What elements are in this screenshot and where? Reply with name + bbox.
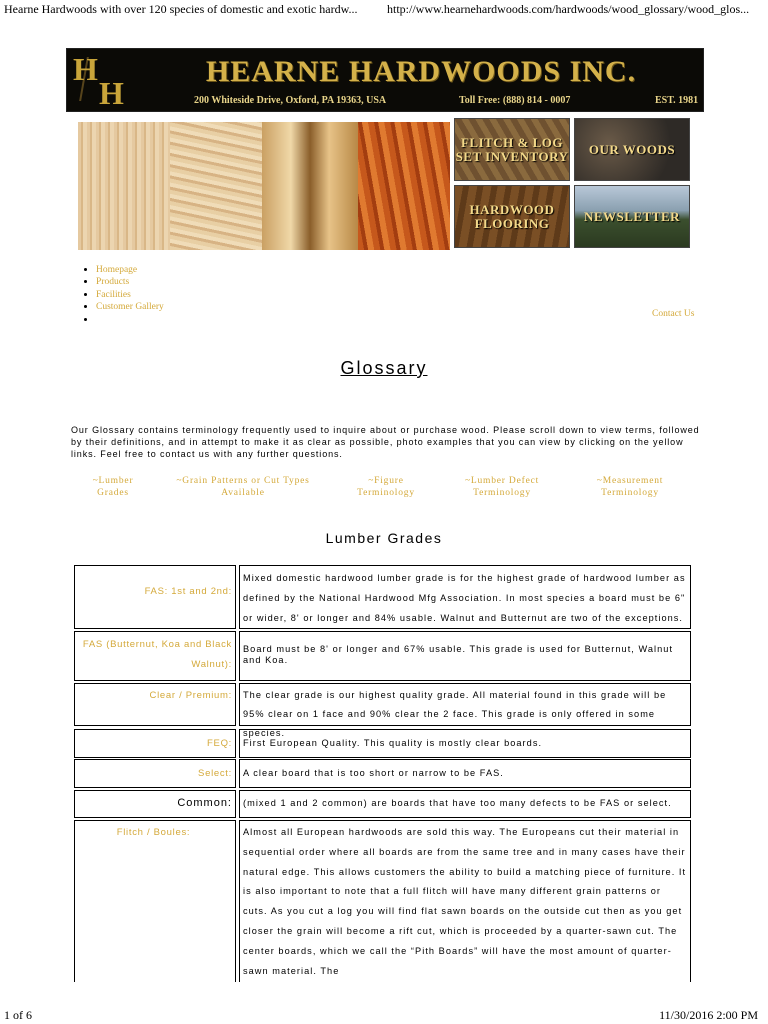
flooring-tile-label: HARDWOOD FLOORING bbox=[469, 201, 555, 231]
lumber-grades-table bbox=[71, 562, 693, 982]
definition-cell: Mixed domestic hardwood lumber grade is for the highest grade of hardwood lumber as defined by the National Hardwood Mfg Association. In most species a board must be 6" or wider, 8' or longer and 84% usable. Walnut and Butternut are two of the exceptions. bbox=[239, 565, 691, 629]
nav-item-empty bbox=[96, 314, 164, 326]
wood-samples-image bbox=[78, 122, 450, 250]
nav-item-products[interactable]: • Products bbox=[96, 276, 164, 288]
term-cell[interactable]: FEQ: bbox=[74, 729, 236, 758]
nav-item-facilities[interactable]: • Facilities bbox=[96, 289, 164, 301]
logo-letter-1: H bbox=[73, 51, 98, 87]
definition-cell: First European Quality. This quality is mostly clear boards. bbox=[239, 729, 691, 758]
term-cell: Common: bbox=[74, 790, 236, 818]
term-cell[interactable]: FAS: 1st and 2nd: bbox=[74, 565, 236, 629]
our-woods-tile-label: OUR WOODS bbox=[588, 141, 676, 157]
definition-cell: Board must be 8' or longer and 67% usable. This grade is used for Butternut, Walnut and Koa. bbox=[239, 631, 691, 681]
wood-sample-2 bbox=[170, 122, 262, 250]
definition-cell: The clear grade is our highest quality grade. All material found in this grade will be 95% clear on 1 face and 90% clear the 2 face. This grade is only offered in some species. bbox=[239, 683, 691, 726]
link-grain-patterns[interactable]: ~Grain Patterns or Cut Types Available bbox=[176, 476, 310, 498]
nav-item-homepage[interactable]: • Homepage bbox=[96, 264, 164, 276]
link-measurement[interactable]: ~Measurement Terminology bbox=[596, 476, 664, 498]
table-row bbox=[71, 820, 693, 982]
table-row bbox=[71, 631, 693, 681]
logo-letter-2: H bbox=[99, 75, 124, 111]
page-counter: 1 of 6 bbox=[4, 1008, 32, 1022]
page-title: Glossary bbox=[340, 358, 428, 378]
link-figure-terminology[interactable]: ~Figure Terminology bbox=[357, 476, 415, 498]
flitch-inventory-tile[interactable] bbox=[454, 118, 570, 181]
nav-item-customer-gallery[interactable]: • Customer Gallery bbox=[96, 301, 164, 313]
term-cell[interactable]: Flitch / Boules: bbox=[74, 820, 236, 982]
section-title-lumber-grades: Lumber Grades bbox=[325, 530, 443, 546]
term-cell[interactable]: Clear / Premium: bbox=[74, 683, 236, 726]
table-row bbox=[71, 759, 693, 788]
term-cell[interactable]: FAS (Butternut, Koa and Black Walnut): bbox=[74, 631, 236, 681]
wood-sample-4 bbox=[358, 122, 450, 250]
newsletter-tile[interactable] bbox=[574, 185, 690, 248]
hardwood-flooring-tile[interactable] bbox=[454, 185, 570, 248]
wood-sample-3 bbox=[262, 122, 358, 250]
our-woods-tile[interactable] bbox=[574, 118, 690, 181]
glossary-intro: Our Glossary contains terminology frequently used to inquire about or purchase wood. Please scroll down to view terms, followed by their definitions, and in attempt to make it as clear as possible, photo examples that you can view by clicking on the yellow links. Feel free to contact us with any further questions. bbox=[71, 425, 700, 459]
newsletter-tile-label: NEWSLETTER bbox=[583, 208, 681, 224]
print-page-title: Hearne Hardwoods with over 120 species of domestic and exotic hardw... bbox=[4, 2, 358, 16]
term-cell[interactable]: Select: bbox=[74, 759, 236, 788]
definition-cell: (mixed 1 and 2 common) are boards that have too many defects to be FAS or select. bbox=[239, 790, 691, 818]
main-nav bbox=[86, 264, 164, 326]
definition-cell: Almost all European hardwoods are sold this way. The Europeans cut their material in sequential order where all boards are from the same tree and in many cases have their natural edge. This allows customers the ability to build a matching piece of furniture. It is also important to note that a full flitch will have many different grain patterns or cuts. As you cut a log you will find flat sawn boards on the outside cut then as you get closer the grain will become a rift cut, which is proceeded by a quarter-sawn cut. The center boards, which we call the “Pith Boards” will have the most amount of quarter-sawn material. The bbox=[239, 820, 691, 982]
table-row bbox=[71, 562, 693, 626]
table-row bbox=[71, 729, 693, 758]
company-name: HEARNE HARDWOODS INC. bbox=[205, 55, 637, 88]
table-row bbox=[71, 790, 693, 818]
wood-sample-1 bbox=[78, 122, 170, 250]
established-year: EST. 1981 bbox=[655, 95, 699, 106]
link-lumber-defect[interactable]: ~Lumber Defect Terminology bbox=[464, 476, 540, 498]
contact-us-link[interactable]: Contact Us bbox=[652, 309, 695, 319]
table-row bbox=[71, 683, 693, 738]
definition-cell: A clear board that is too short or narrow to be FAS. bbox=[239, 759, 691, 788]
print-datetime: 11/30/2016 2:00 PM bbox=[659, 1008, 758, 1022]
print-page-url[interactable]: http://www.hearnehardwoods.com/hardwoods/wood_glossary/wood_glos... bbox=[387, 2, 750, 16]
site-banner[interactable] bbox=[66, 48, 704, 112]
hh-logo bbox=[69, 51, 129, 109]
toll-free-number: Toll Free: (888) 814 - 0007 bbox=[459, 95, 571, 106]
link-lumber-grades[interactable]: ~Lumber Grades bbox=[92, 476, 134, 498]
company-address: 200 Whiteside Drive, Oxford, PA 19363, USA bbox=[194, 95, 387, 106]
flitch-tile-label: FLITCH & LOG SET INVENTORY bbox=[455, 134, 569, 164]
